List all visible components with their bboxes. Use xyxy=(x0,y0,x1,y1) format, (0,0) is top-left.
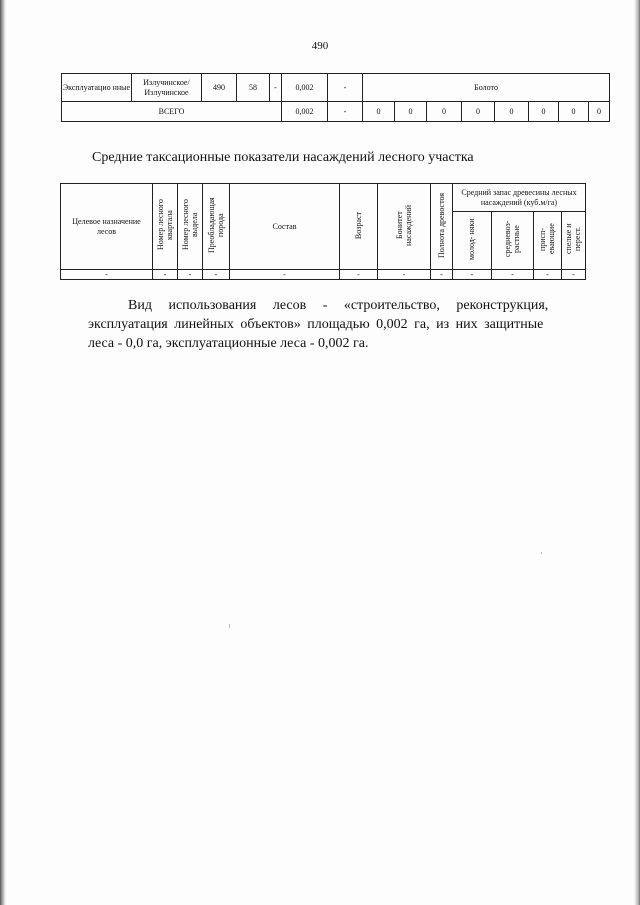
section-heading: Средние таксационные показатели насаждений лесного участка xyxy=(92,150,474,165)
header-bonitet-label: Бонитет насаждений xyxy=(394,204,413,246)
header-age xyxy=(340,184,378,270)
table-total-row xyxy=(62,102,610,122)
cell-forestry: Излучинское/ Излучинское xyxy=(132,74,202,102)
stand-indicators-table xyxy=(60,183,586,280)
cell-total-zero: 0 xyxy=(427,102,462,122)
header-mature xyxy=(562,212,586,270)
cell-total-label: ВСЕГО xyxy=(62,102,282,122)
cell-value: - xyxy=(203,270,230,280)
header-maturing-label: присп- евающие xyxy=(538,224,557,255)
header-young-label: молод- няки xyxy=(467,218,477,261)
scan-right-edge xyxy=(634,0,640,905)
cell-total-zero: 0 xyxy=(363,102,395,122)
cell-total-zero: 0 xyxy=(462,102,495,122)
header-bonitet xyxy=(378,184,431,270)
header-middle-aged xyxy=(492,212,534,270)
cell-value: - xyxy=(230,270,340,280)
cell-value: - xyxy=(178,270,203,280)
header-quarter-label: Номер лесного квартала xyxy=(155,199,174,251)
paragraph-line: леса - 0,0 га, эксплуатационные леса - 0,002 га. xyxy=(88,336,369,351)
header-maturing xyxy=(534,212,562,270)
header-density xyxy=(431,184,453,270)
header-density-label: Полнота древостоя xyxy=(436,192,446,258)
page-number: 490 xyxy=(311,40,329,52)
cell-section: 58 xyxy=(237,74,270,102)
header-stock-group: Средний запас древесины лесных насаждений (куб.м/га) xyxy=(453,184,586,212)
header-age-label: Возраст xyxy=(353,211,363,239)
header-young xyxy=(453,212,492,270)
cell-value: - xyxy=(453,270,492,280)
cell-value: - xyxy=(153,270,178,280)
header-forest-purpose: Целевое назначение лесов xyxy=(61,184,153,270)
header-middle-aged-label: средневоз- растные xyxy=(503,221,522,258)
cell-value: - xyxy=(562,270,586,280)
scan-left-edge xyxy=(0,0,6,905)
cell-total-zero: 0 xyxy=(559,102,589,122)
scan-speck xyxy=(229,624,230,628)
paragraph-line: Вид использования лесов - «строительство, реконструкция, xyxy=(128,298,549,313)
header-mature-label: спелые и перест. xyxy=(564,224,583,255)
cell-total-zero: 0 xyxy=(495,102,529,122)
cell-value: - xyxy=(340,270,378,280)
forest-plot-table xyxy=(61,73,610,122)
paragraph-line: эксплуатация линейных объектов» площадью 0,002 га, из них защитные xyxy=(88,317,544,332)
cell-dash: - xyxy=(328,74,363,102)
scan-speck xyxy=(541,552,542,554)
cell-forest-purpose: Эксплуатацио нные xyxy=(62,74,132,102)
forest-use-paragraph xyxy=(88,296,576,353)
header-species xyxy=(203,184,230,270)
cell-value: - xyxy=(61,270,153,280)
table-header-row xyxy=(61,184,586,212)
cell-area: 0,002 xyxy=(282,74,328,102)
cell-value: - xyxy=(378,270,431,280)
header-species-label: Преобладающая порода xyxy=(206,197,225,254)
cell-value: - xyxy=(492,270,534,280)
cell-total-area: 0,002 xyxy=(282,102,328,122)
table-row xyxy=(62,74,610,102)
table-row xyxy=(61,270,586,280)
cell-total-zero: 0 xyxy=(529,102,559,122)
header-composition: Состав xyxy=(230,184,340,270)
cell-dash: - xyxy=(270,74,282,102)
cell-total-zero: 0 xyxy=(589,102,610,122)
cell-total-dash: - xyxy=(328,102,363,122)
cell-total-zero: 0 xyxy=(395,102,427,122)
header-quarter xyxy=(153,184,178,270)
header-section-label: Номер лесного выдела xyxy=(180,199,199,251)
header-section xyxy=(178,184,203,270)
cell-value: - xyxy=(431,270,453,280)
cell-value: - xyxy=(534,270,562,280)
cell-land-category: Болото xyxy=(363,74,610,102)
cell-quarter: 490 xyxy=(202,74,237,102)
